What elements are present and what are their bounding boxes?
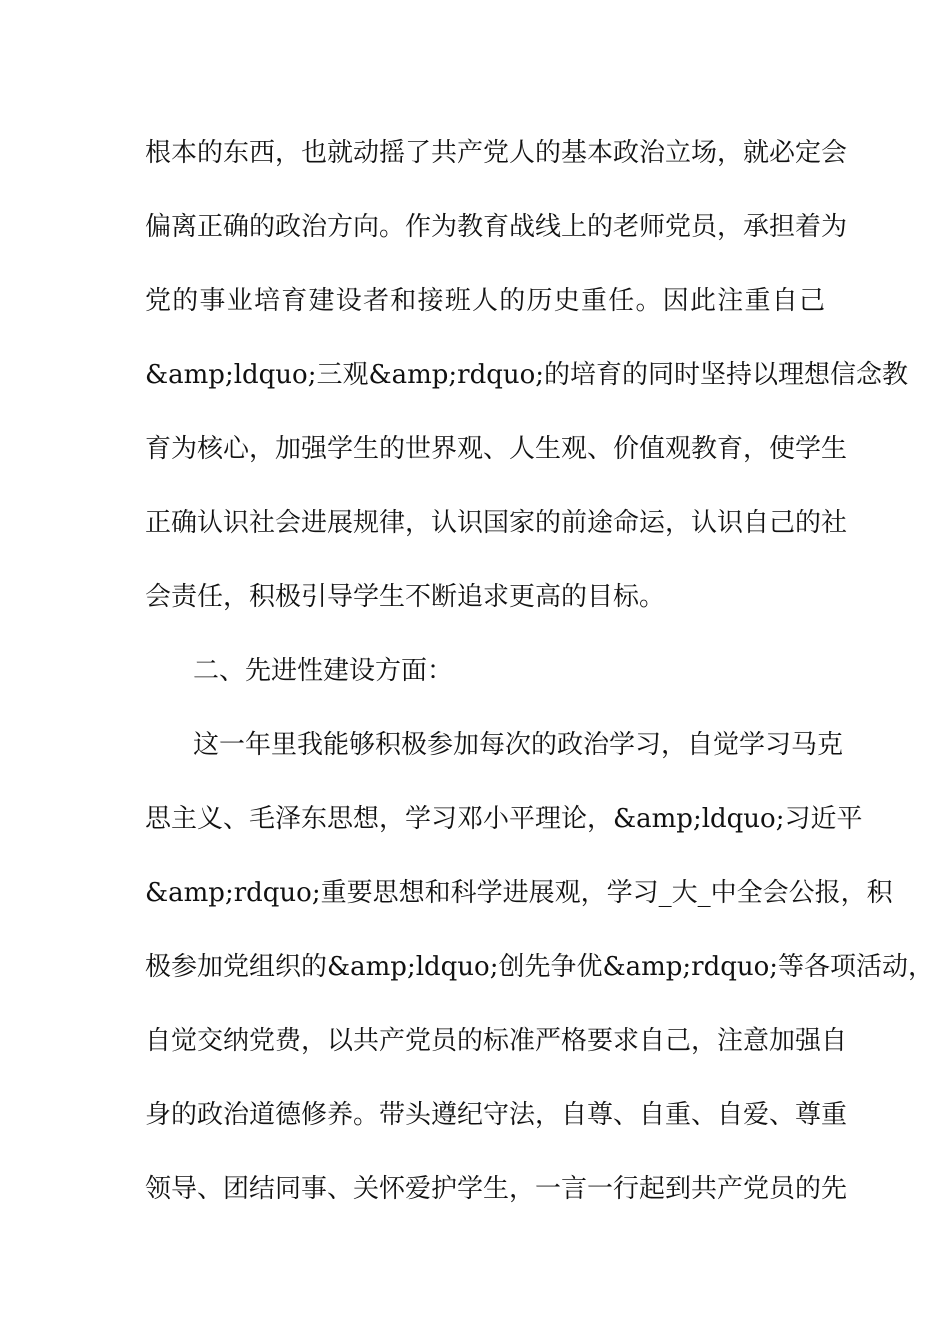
document-body (145, 128, 935, 1238)
text-line: 偏离正确的政治方向。作为教育战线上的老师党员，承担着为 (145, 212, 848, 242)
text-line: 正确认识社会进展规律，认识国家的前途命运，认识自己的社 (145, 508, 848, 538)
text-line: 育为核心，加强学生的世界观、人生观、价值观教育，使学生 (145, 434, 848, 464)
text-line: &amp;rdquo;重要思想和科学进展观，学习_大_中全会公报，积 (145, 878, 893, 908)
text-line: 思主义、毛泽东思想，学习邓小平理论，&amp;ldquo;习近平 (145, 804, 863, 834)
text-line: 极参加党组织的&amp;ldquo;创先争优&amp;rdquo;等各项活动， (145, 952, 935, 982)
text-line: 领导、团结同事、关怀爱护学生，一言一行起到共产党员的先 (145, 1174, 848, 1204)
text-line: 自觉交纳党费，以共产党员的标准严格要求自己，注意加强自 (145, 1026, 848, 1056)
text-line: 这一年里我能够积极参加每次的政治学习，自觉学习马克 (193, 730, 844, 760)
text-line: 党的事业培育建设者和接班人的历史重任。因此注重自己 (145, 286, 825, 316)
text-line: 身的政治道德修养。带头遵纪守法，自尊、自重、自爱、尊重 (145, 1100, 848, 1130)
text-line: 根本的东西，也就动摇了共产党人的基本政治立场，就必定会 (145, 138, 848, 168)
text-line: &amp;ldquo;三观&amp;rdquo;的培育的同时坚持以理想信念教 (145, 360, 909, 390)
section-heading: 二、先进性建设方面： (193, 656, 454, 686)
text-line: 会责任，积极引导学生不断追求更高的目标。 (145, 582, 666, 612)
